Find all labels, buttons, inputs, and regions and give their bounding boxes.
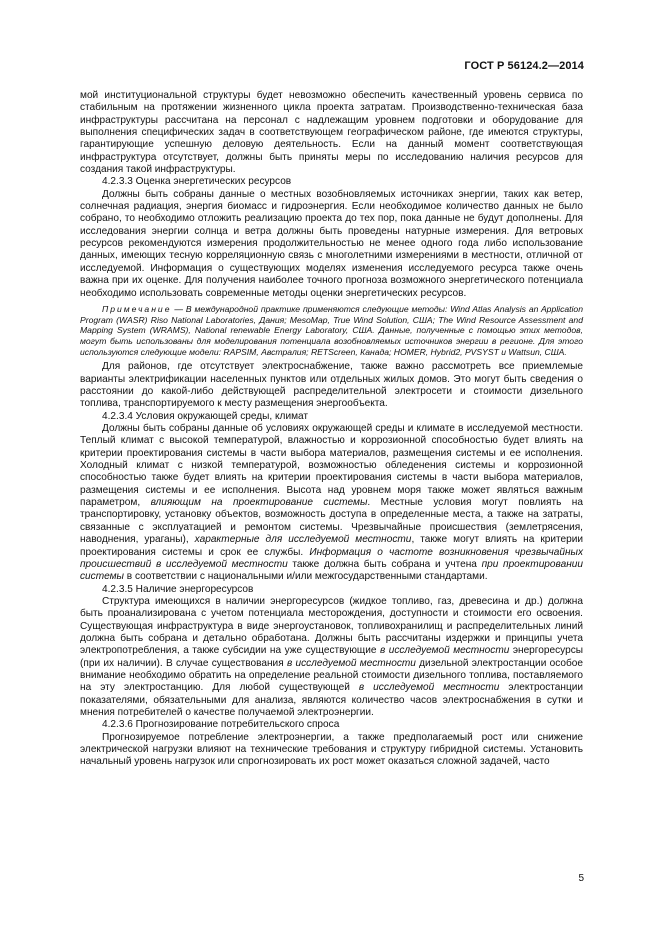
text-run: также должна быть собрана и учтена: [287, 558, 482, 570]
page-number: 5: [578, 873, 584, 884]
text-run: Структура имеющихся в наличии энергоресурсов (жидкое топливо, газ, древесина и др.) должна быть проанализирована с учетом потенциала месторождения, доступности и стоимости его освоения. Существующая инфраструктура в виде энергоустановок, топливохранилищ и распределительных линий должна быть собрана и детально обработана. Должны быть рассчитаны издержки и принципы учета электропотребления, а также субсидии на уже существующие: [80, 595, 583, 657]
text-run: Должны быть собраны данные об условиях окружающей среды и климате в исследуемой местности. Теплый климат с высокой температурой, влажностью и коррозионной способностью будет влиять на критерии проектирования системы в части выбора материалов, размещения системы и ее исполнения. Холодный климат с низкой температурой, возможностью обледенения системы и коррозионной способностью также будет влиять на критерии проектирования системы в части выбора материалов, размещения системы и ее исполнения. Высота над уровнем моря также может являться важным параметром,: [80, 423, 583, 509]
emphasis: в исследуемой местности: [286, 657, 416, 669]
text-run: , также могут влиять на критерии проектирования системы и срок ее службы.: [80, 534, 584, 558]
text-run: энергоресурсы (при их наличии). В случае существования: [80, 645, 583, 669]
section-heading: 4.2.3.5 Наличие энергоресурсов: [102, 583, 254, 595]
section-heading: 4.2.3.3 Оценка энергетических ресурсов: [102, 176, 292, 188]
note-label: Примечание: [102, 303, 172, 314]
emphasis: характерные для исследуемой местности: [194, 534, 412, 546]
emphasis: Информация о частоте возникновения чрезвычайных происшествий в исследуемой местности: [80, 546, 583, 570]
paragraph: Должны быть собраны данные о местных возобновляемых источниках энергии, таких как ветер, солнечная радиация, энергия биомасс и гидроэнергия. Если необходимое количество данных не было собрано, то необходимо отложить реализацию проекта до тех пор, пока данные не будут дополнены. Для исследования энергии солнца и ветра должны быть проведены натурные измерения. Для ветровых ресурсов рекомендуются измерения продолжительностью не менее одного года либо использование данных, имеющих тесную корреляционную связь с многолетними измерениями в местности, отличной от исследуемой. Информация о существующих моделях изменения исследуемого ресурса также очень важна при их оценке. Для получения наиболее точного прогноза возможного энергетического потенциала необходимо использовать современные методы оценки энергетических ресурсов.: [80, 188, 583, 299]
paragraph: Прогнозируемое потребление электроэнергии, а также предполагаемый рост или снижение электрической нагрузки влияют на технические требования и структуру гибридной системы. Установить начальный уровень нагрузок или спрогнозировать их рост может оказаться сложной задачей, часто: [80, 731, 583, 768]
paragraph: [80, 423, 583, 583]
paragraph: Для районов, где отсутствует электроснабжение, также важно рассмотреть все приемлемые варианты электрификации населенных пунктов или отдельных жилых домов. Это могут быть сведения о расстоянии до какой-либо действующей распределительной электросети и стоимости дизельного топлива, транспортируемого к месту размещения энергообъекта.: [80, 361, 583, 410]
paragraph: [80, 596, 583, 719]
section-heading: 4.2.3.4 Условия окружающей среды, климат: [102, 410, 309, 422]
text-run: электростанции показателями, обязательными для анализа, являются количество часов электроснабжения в сутки и мнения потребителей о качестве получаемой электроэнергии.: [80, 682, 583, 718]
text-run: дизельной электростанции особое внимание необходимо обратить на определение реальной стоимости дизельного топлива, поставляемого на эту электростанцию. Для любой существующей: [80, 657, 583, 694]
note-text: — В международной практике применяются следующие методы: Wind Atlas Analysis an Application Program (WASR) Riso National Laboratories, Дания; MesoMap, True Wind Solution, США; The Wind Resource Assessment and Mapping System (WRAMS), National renewable Energy Laboratory, США. Данные, полученные с помощью этих методов, могут быть использованы для моделирования потенциала возобновляемых источников энергии в регионе. Для этого используются следующие модели: RAPSIM, Австралия; RETScreen, Канада; HOMER, Hybrid2, PVSYST и Wattsun, США.: [80, 303, 583, 357]
emphasis: при проектировании системы: [80, 558, 583, 583]
note: [80, 304, 583, 358]
section-heading: 4.2.3.6 Прогнозирование потребительского спроса: [102, 719, 340, 731]
document-number: ГОСТ Р 56124.2—2014: [464, 60, 584, 72]
emphasis: в исследуемой местности: [358, 682, 500, 694]
text-run: . Местные условия могут повлиять на транспортировку, установку объектов, возможность доступа в определенные места, а также на затраты, связанные с эксплуатацией и ремонтом системы. Чрезвычайные происшествия (землетрясения, наводнения, ураганы),: [80, 497, 583, 546]
page-body: [80, 90, 583, 769]
paragraph: мой институциональной структуры будет невозможно обеспечить качественный уровень сервиса по стабильным на протяжении жизненного цикла проекта затратам. Производственно-техническая база инфраструктуры рассчитана на персонал с надлежащим уровнем подготовки и оборудование для выполнения специфических задач в соответствующем географическом районе, где имеются структуры, гарантирующие успешную деловую деятельность. Если на данный момент соответствующая инфраструктура отсутствует, должны быть приняты меры по исследованию наличия ресурсов для создания такой инфраструктуры.: [80, 90, 583, 176]
emphasis: влияющим на проектирование системы: [150, 497, 368, 509]
text-run: в соответствии с национальными и/или межгосударственными стандартами.: [123, 571, 488, 583]
emphasis: в исследуемой местности: [379, 645, 510, 657]
